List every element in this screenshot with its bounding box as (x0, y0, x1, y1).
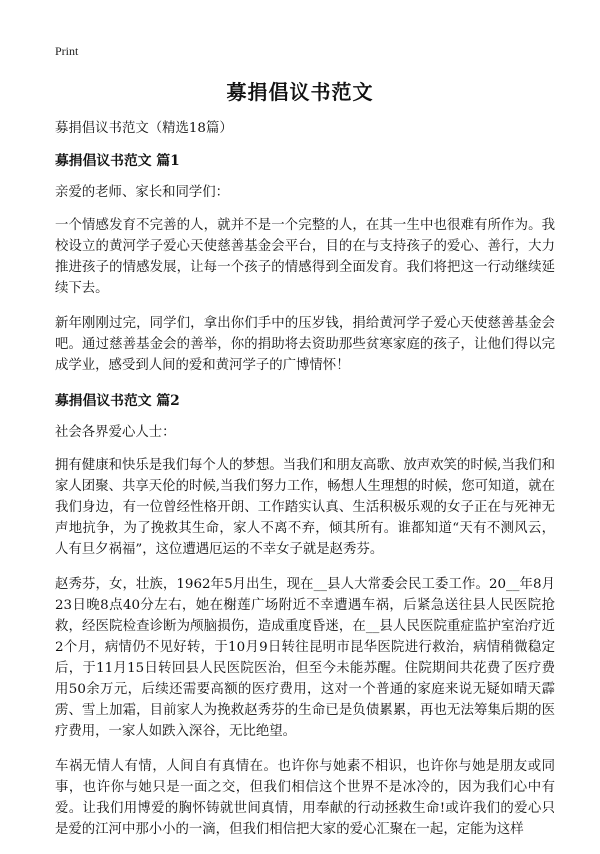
document-body (55, 118, 555, 854)
paragraph: 一个情感发育不完善的人，就并不是一个完整的人，在其一生中也很难有所作为。我校设立的黄河学子爱心天使慈善基金会平台，目的在与支持孩子的爱心、善行，大力推进孩子的情感发展，让每一个孩子的情感得到全面发育。我们将把这一行动继续延续下去。 (55, 218, 555, 296)
paragraph: 新年刚刚过完，同学们，拿出你们手中的压岁钱，捐给黄河学子爱心天使慈善基金会吧。通过慈善基金会的善举，你的捐助将去资助那些贫寒家庭的孩子，让他们得以完成学业，感受到人间的爱和黄河学子的广博情怀！ (55, 316, 555, 373)
section-greeting: 社会各界爱心人士： (55, 425, 176, 440)
section-2 (55, 390, 555, 840)
print-link[interactable]: Print (55, 44, 79, 58)
section-greeting: 亲爱的老师、家长和同学们： (55, 185, 230, 200)
section-1 (55, 150, 555, 376)
paragraph: 车祸无情人有情，人间自有真情在。也许你与她素不相识，也许你与她是朋友或同事，也许你与她只是一面之交，但我们相信这个世界不是冰冷的，因为我们心中有爱。让我们用博爱的胸怀铸就世间真情，用奉献的行动拯救生命!或许我们的爱心只是爱的江河中那小小的一滴，但我们相信把大家的爱心汇聚在一起，定能为这样 (55, 759, 555, 837)
page-title: 募捐倡议书范文 (226, 80, 374, 104)
section-heading: 募捐倡议书范文 篇1 (55, 153, 180, 169)
paragraph: 赵秀芬，女，壮族，1962年5月出生，现在__县人大常委会民工委工作。20__年8月23日晚8点40分左右，她在榭莲广场附近不幸遭遇车祸，后紧急送往县人民医院抢救，经医院检查诊断为颅脑损伤，造成重度昏迷，在__县人民医院重症监护室治疗近2个月，病情仍不见好转，于10月9日转往昆明市昆华医院进行救治，病情稍微稳定后，于11月15日转回县人民医院医治，但至今未能苏醒。住院期间共花费了医疗费用50余万元，后续还需要高额的医疗费用，这对一个普通的家庭来说无疑如晴天霹雳、雪上加霜，目前家人为挽救赵秀芬的生命已是负债累累，再也无法筹集后期的医疗费用，一家人如跌入深谷，无比绝望。 (55, 577, 555, 739)
paragraph: 拥有健康和快乐是我们每个人的梦想。当我们和朋友高歌、放声欢笑的时候,当我们和家人团聚、共享天伦的时候,当我们努力工作，畅想人生理想的时候，您可知道，就在我们身边，有一位曾经性格开朗、工作踏实认真、生活积极乐观的女子正在与死神无声地抗争，为了挽救其生命，家人不离不弃，倾其所有。谁都知道“天有不测风云，人有旦夕祸福”，这位遭遇厄运的不幸女子就是赵秀芬。 (55, 458, 555, 557)
document-subtitle: 募捐倡议书范文（精选18篇） (55, 121, 233, 136)
section-heading: 募捐倡议书范文 篇2 (55, 393, 180, 409)
